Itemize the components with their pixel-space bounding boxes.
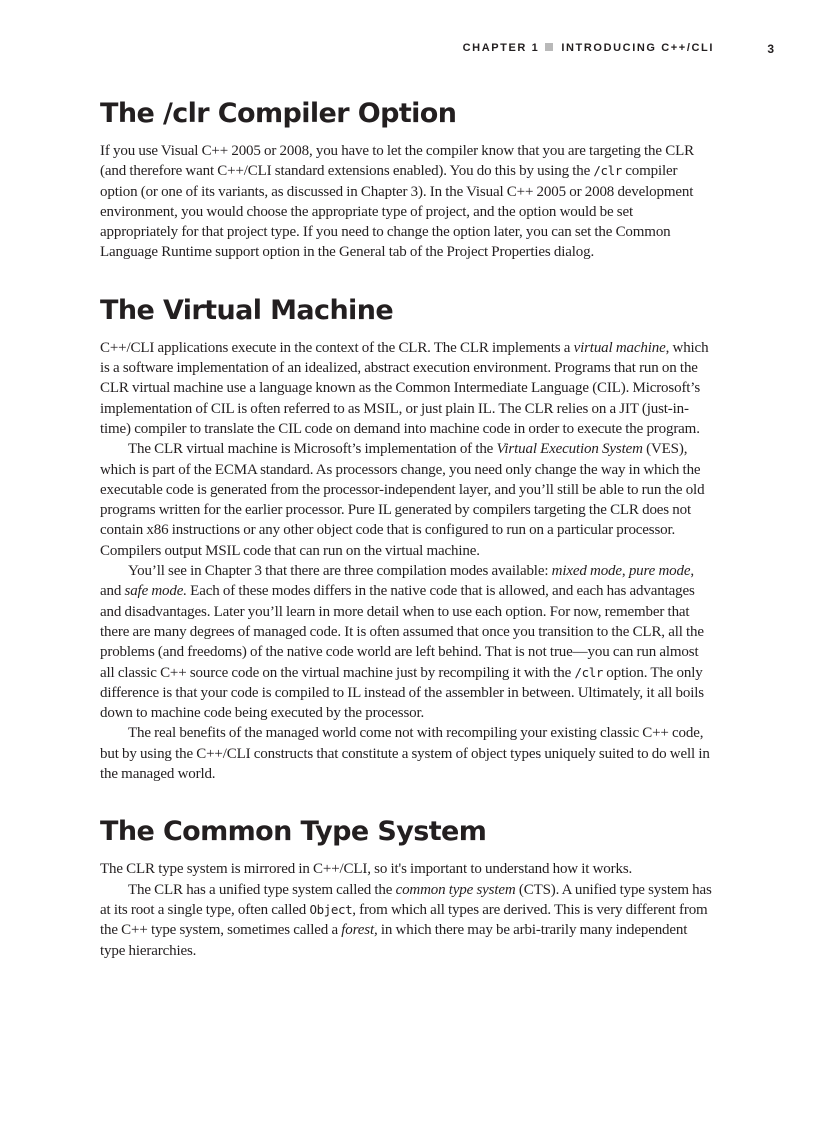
paragraph: The CLR type system is mirrored in C++/CLI, so it's important to understand how it works. bbox=[100, 861, 633, 878]
section-heading-clr-option: The /clr Compiler Option bbox=[100, 98, 457, 129]
chapter-label: CHAPTER 1 bbox=[462, 42, 540, 54]
separator-square-icon bbox=[545, 43, 553, 51]
paragraph: The CLR virtual machine is Microsoft’s implementation of the Virtual Execution System (VES), which is part of the ECMA standard. As processors change, you need only change the way in which the executable code is generated from the processor-independent layer, and you’ll still be able to run the old programs written for the earlier processor. Pure IL generated by compilers targeting the CLR does not contain x86 instructions or any other object code that is configured to run on a particular processor. Compilers output MSIL code that can run on the virtual machine. bbox=[100, 441, 705, 559]
section-heading-common-type-system: The Common Type System bbox=[100, 816, 487, 848]
paragraph: The CLR has a unified type system called the common type system (CTS). A unified type system has at its root a single type, often called Object, from which all types are derived. This is very different from the C++ type system, sometimes called a forest, in which there may be arbi-trarily many independent type hierarchies. bbox=[100, 881, 712, 959]
page-number: 3 bbox=[767, 42, 774, 56]
paragraph: If you use Visual C++ 2005 or 2008, you have to let the compiler know that you are targeting the CLR (and therefore want C++/CLI standard extensions enabled). You do this by using the /clr compiler option (or one of its variants, as discussed in Chapter 3). In the Visual C++ 2005 or 2008 development environment, you would choose the appropriate type of project, and the option would be set appropriately for that project type. If you need to change the option later, you can set the Common Language Runtime support option in the General tab of the Project Properties dialog. bbox=[100, 143, 694, 261]
paragraph: C++/CLI applications execute in the context of the CLR. The CLR implements a virtual machine, which is a software implementation of an idealized, abstract execution environment. Programs that run on the CLR virtual machine use a language known as the Common Intermediate Language (CIL). Microsoft’s implementation of CIL is often referred to as MSIL, or just plain IL. The CLR relies on a JIT (just-in-time) compiler to translate the CIL code on demand into machine code in order to execute the program. bbox=[100, 339, 709, 437]
section-heading-virtual-machine: The Virtual Machine bbox=[100, 294, 394, 326]
running-header-title bbox=[463, 42, 714, 54]
paragraph: You’ll see in Chapter 3 that there are three compilation modes available: mixed mode, pure mode, and safe mode. Each of these modes differs in the native code that is allowed, and each has advantages and disadvantages. Later you’ll learn in more detail when to use each option. For now, remember that there are many degrees of managed code. It is often assumed that once you transition to the CLR, all the problems (and freedoms) of the native code world are left behind. That is not true—you can run almost all classic C++ source code on the virtual machine just by recompiling it with the /clr option. The only difference is that your code is compiled to IL instead of the assembler in between. Ultimately, it all boils down to machine code being executed by the processor. bbox=[100, 563, 704, 722]
chapter-title: INTRODUCING C++/CLI bbox=[561, 42, 714, 54]
page-body bbox=[100, 94, 714, 961]
paragraph: The real benefits of the managed world come not with recompiling your existing classic C++ code, but by using the C++/CLI constructs that constitute a system of object types uniquely suited to do well in the managed world. bbox=[100, 725, 710, 783]
